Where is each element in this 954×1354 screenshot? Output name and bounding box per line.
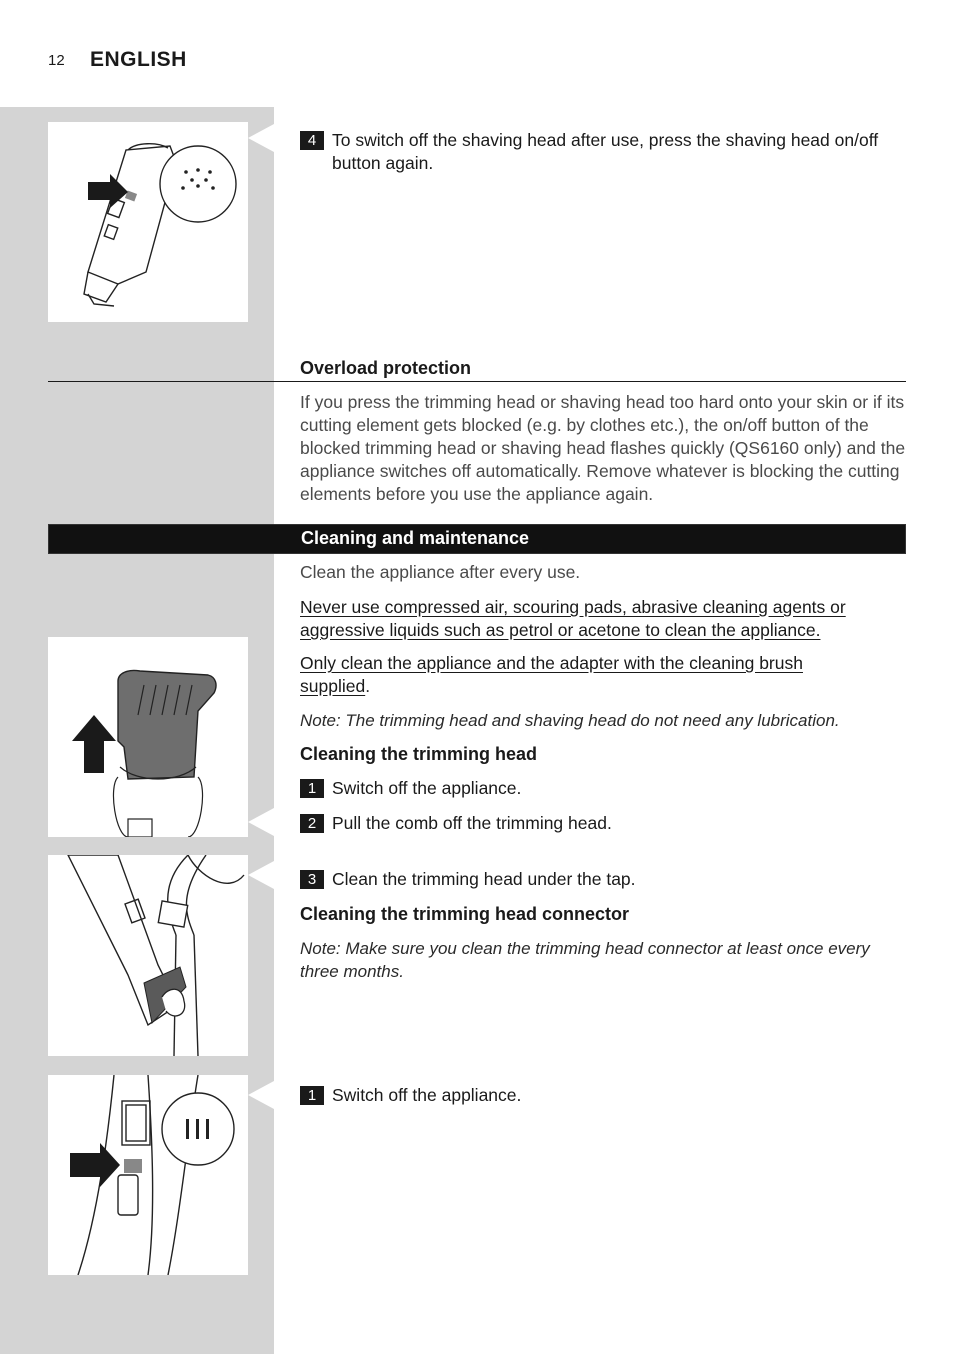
panel-pointer: [248, 861, 274, 889]
trim-step-2: [300, 812, 908, 835]
step-number: 2: [300, 814, 324, 833]
section-divider: [48, 381, 906, 382]
arrow-up-icon: [72, 715, 116, 773]
arrow-right-icon: [70, 1143, 120, 1187]
arrow-right-icon: [88, 174, 128, 208]
step-number: 1: [300, 779, 324, 798]
illustration-remove-comb: [48, 637, 248, 837]
connector-step-1: [300, 1084, 908, 1107]
step-4: [300, 129, 908, 175]
panel-pointer: [248, 1081, 274, 1109]
warning-chemicals: [300, 596, 880, 642]
step-number: 4: [300, 131, 324, 150]
step-number: 3: [300, 870, 324, 889]
shaver-switch-drawing: [48, 122, 248, 322]
step-number: 1: [300, 1086, 324, 1105]
panel-pointer: [248, 124, 274, 152]
step-text: Switch off the appliance.: [332, 778, 522, 798]
step-text: To switch off the shaving head after use, press the shaving head on/off button again.: [332, 130, 879, 173]
overload-body: If you press the trimming head or shaving head too hard onto your skin or if its cutting element gets blocked (e.g. by clothes etc.), the on/off button of the blocked trimming head or shaving head flashes quickly (QS6160 only) and the appliance switches off automatically. Remove whatever is blocking the cutting elements before you use the appliance again.: [300, 392, 906, 504]
step-text: Clean the trimming head under the tap.: [332, 869, 636, 889]
illustration-shaving-head-switch: [48, 122, 248, 322]
lubrication-note: Note: The trimming head and shaving head do not need any lubrication.: [300, 711, 840, 730]
language-heading: ENGLISH: [90, 48, 187, 71]
connector-heading: Cleaning the trimming head connector: [300, 904, 630, 924]
illustration-switch-off: [48, 1075, 248, 1275]
warning-brush-text: Only clean the appliance and the adapter with the cleaning brush supplied: [300, 653, 803, 696]
switch-off-drawing: [48, 1075, 248, 1275]
tap-rinse-drawing: [48, 855, 248, 1056]
page-number: 12: [48, 52, 65, 69]
trim-step-1: [300, 777, 908, 800]
trim-heading: Cleaning the trimming head: [300, 744, 538, 764]
panel-pointer: [248, 808, 274, 836]
cleaning-heading: Cleaning and maintenance: [301, 528, 530, 548]
warning-chemicals-text: Never use compressed air, scouring pads, abrasive cleaning agents or aggressive liquids such as petrol or acetone to clean the appliance.: [300, 597, 846, 640]
trim-step-3: [300, 868, 908, 891]
comb-removal-drawing: [48, 637, 248, 837]
section-bar: [48, 524, 906, 554]
overload-heading: Overload protection: [300, 358, 472, 378]
warning-brush-period: .: [365, 676, 371, 696]
step-text: Switch off the appliance.: [332, 1085, 522, 1105]
illustration-rinse-tap: [48, 855, 248, 1056]
cleaning-intro: Clean the appliance after every use.: [300, 562, 581, 582]
connector-note: Note: Make sure you clean the trimming head connector at least once every three months.: [300, 939, 870, 981]
step-text: Pull the comb off the trimming head.: [332, 813, 612, 833]
warning-brush: [300, 652, 860, 698]
